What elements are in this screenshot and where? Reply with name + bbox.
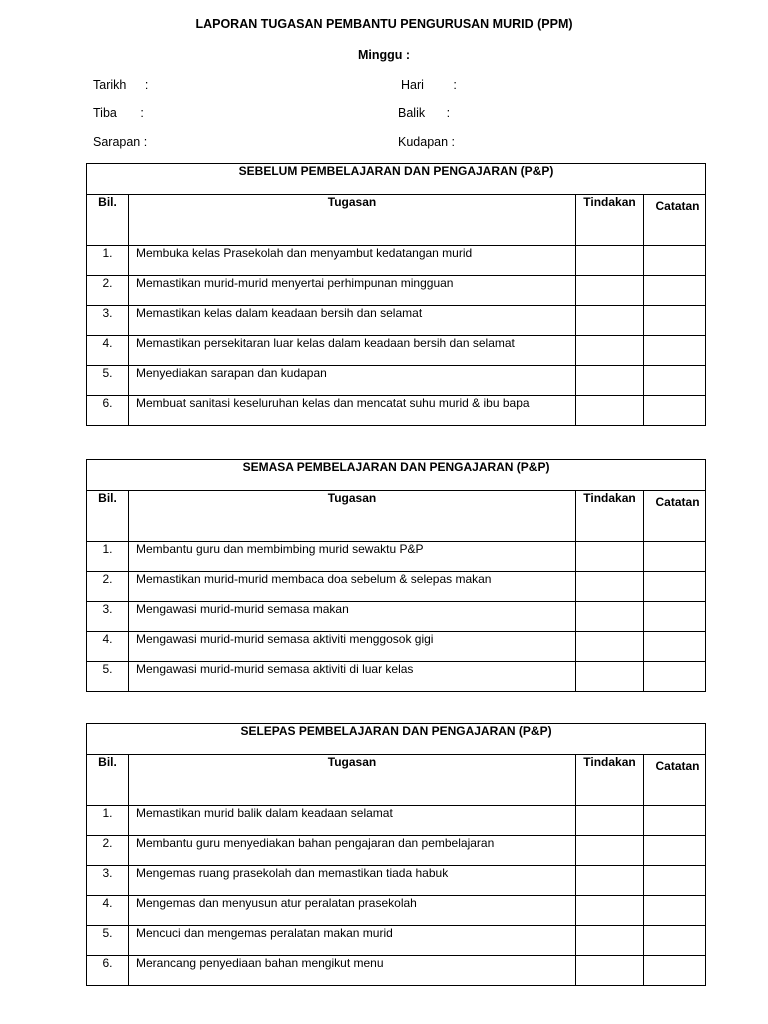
catatan-cell[interactable] bbox=[644, 602, 706, 632]
tiba-label: Tiba bbox=[93, 106, 117, 120]
table-row bbox=[87, 866, 706, 896]
selepas-section-table bbox=[86, 723, 706, 986]
catatan-cell[interactable] bbox=[644, 276, 706, 306]
catatan-cell[interactable] bbox=[644, 956, 706, 986]
task-text: Mengemas dan menyusun atur peralatan prasekolah bbox=[129, 896, 576, 926]
task-text: Mengawasi murid-murid semasa aktiviti di luar kelas bbox=[129, 662, 576, 692]
catatan-cell[interactable] bbox=[644, 806, 706, 836]
catatan-cell[interactable] bbox=[644, 336, 706, 366]
tindakan-cell[interactable] bbox=[576, 836, 644, 866]
kudapan-label: Kudapan : bbox=[398, 135, 455, 149]
table-row bbox=[87, 336, 706, 366]
row-number: 6. bbox=[87, 396, 129, 426]
task-text: Mengemas ruang prasekolah dan memastikan tiada habuk bbox=[129, 866, 576, 896]
catatan-cell[interactable] bbox=[644, 366, 706, 396]
tindakan-header: Tindakan bbox=[576, 755, 644, 806]
task-text: Mengawasi murid-murid semasa aktiviti menggosok gigi bbox=[129, 632, 576, 662]
tindakan-cell[interactable] bbox=[576, 806, 644, 836]
tindakan-cell[interactable] bbox=[576, 602, 644, 632]
table-row bbox=[87, 572, 706, 602]
row-number: 3. bbox=[87, 866, 129, 896]
tugasan-header: Tugasan bbox=[129, 491, 576, 542]
sebelum-section-table bbox=[86, 163, 706, 426]
table-row bbox=[87, 836, 706, 866]
catatan-header: Catatan bbox=[644, 755, 706, 806]
tindakan-cell[interactable] bbox=[576, 866, 644, 896]
table-row bbox=[87, 306, 706, 336]
table-row bbox=[87, 632, 706, 662]
table-row bbox=[87, 246, 706, 276]
task-text: Memastikan murid-murid membaca doa sebelum & selepas makan bbox=[129, 572, 576, 602]
sarapan-field bbox=[93, 135, 147, 149]
row-number: 3. bbox=[87, 602, 129, 632]
row-number: 4. bbox=[87, 336, 129, 366]
task-text: Membuka kelas Prasekolah dan menyambut kedatangan murid bbox=[129, 246, 576, 276]
section-title: SEMASA PEMBELAJARAN DAN PENGAJARAN (P&P) bbox=[87, 460, 706, 491]
table-row bbox=[87, 542, 706, 572]
table-row bbox=[87, 276, 706, 306]
table-row bbox=[87, 806, 706, 836]
catatan-cell[interactable] bbox=[644, 836, 706, 866]
balik-label: Balik bbox=[398, 106, 426, 120]
row-number: 5. bbox=[87, 366, 129, 396]
tindakan-cell[interactable] bbox=[576, 246, 644, 276]
table-row bbox=[87, 896, 706, 926]
row-number: 6. bbox=[87, 956, 129, 986]
catatan-cell[interactable] bbox=[644, 542, 706, 572]
tarikh-field bbox=[93, 78, 148, 92]
row-number: 3. bbox=[87, 306, 129, 336]
section-title: SELEPAS PEMBELAJARAN DAN PENGAJARAN (P&P) bbox=[87, 724, 706, 755]
tindakan-cell[interactable] bbox=[576, 896, 644, 926]
page-title: LAPORAN TUGASAN PEMBANTU PENGURUSAN MURID (PPM) bbox=[195, 17, 573, 31]
semasa-section-table bbox=[86, 459, 706, 692]
row-number: 5. bbox=[87, 662, 129, 692]
balik-colon: : bbox=[446, 106, 451, 120]
table-row bbox=[87, 956, 706, 986]
tindakan-cell[interactable] bbox=[576, 956, 644, 986]
task-text: Membantu guru dan membimbing murid sewaktu P&P bbox=[129, 542, 576, 572]
task-text: Mencuci dan mengemas peralatan makan murid bbox=[129, 926, 576, 956]
task-text: Mengawasi murid-murid semasa makan bbox=[129, 602, 576, 632]
tindakan-cell[interactable] bbox=[576, 542, 644, 572]
tindakan-cell[interactable] bbox=[576, 396, 644, 426]
row-number: 4. bbox=[87, 632, 129, 662]
row-number: 5. bbox=[87, 926, 129, 956]
tindakan-cell[interactable] bbox=[576, 336, 644, 366]
hari-colon: : bbox=[453, 78, 457, 92]
catatan-header: Catatan bbox=[644, 195, 706, 246]
row-number: 1. bbox=[87, 246, 129, 276]
tugasan-header: Tugasan bbox=[129, 755, 576, 806]
tindakan-cell[interactable] bbox=[576, 572, 644, 602]
bil-header: Bil. bbox=[87, 755, 129, 806]
tiba-colon: : bbox=[140, 106, 144, 120]
bil-header: Bil. bbox=[87, 491, 129, 542]
task-text: Memastikan murid balik dalam keadaan selamat bbox=[129, 806, 576, 836]
catatan-cell[interactable] bbox=[644, 926, 706, 956]
tindakan-cell[interactable] bbox=[576, 366, 644, 396]
task-text: Memastikan murid-murid menyertai perhimpunan mingguan bbox=[129, 276, 576, 306]
catatan-cell[interactable] bbox=[644, 306, 706, 336]
catatan-cell[interactable] bbox=[644, 896, 706, 926]
tindakan-cell[interactable] bbox=[576, 306, 644, 336]
tindakan-cell[interactable] bbox=[576, 632, 644, 662]
minggu-label: Minggu : bbox=[357, 48, 411, 62]
tarikh-colon: : bbox=[144, 78, 149, 92]
table-row bbox=[87, 396, 706, 426]
bil-header: Bil. bbox=[87, 195, 129, 246]
task-text: Memastikan persekitaran luar kelas dalam keadaan bersih dan selamat bbox=[129, 336, 576, 366]
catatan-header: Catatan bbox=[644, 491, 706, 542]
tugasan-header: Tugasan bbox=[129, 195, 576, 246]
catatan-cell[interactable] bbox=[644, 396, 706, 426]
task-text: Membantu guru menyediakan bahan pengajaran dan pembelajaran bbox=[129, 836, 576, 866]
kudapan-field bbox=[398, 135, 455, 149]
hari-field bbox=[401, 78, 457, 92]
table-row bbox=[87, 926, 706, 956]
balik-field bbox=[398, 106, 450, 120]
tindakan-cell[interactable] bbox=[576, 276, 644, 306]
sarapan-label: Sarapan : bbox=[93, 135, 148, 149]
catatan-cell[interactable] bbox=[644, 866, 706, 896]
task-text: Menyediakan sarapan dan kudapan bbox=[129, 366, 576, 396]
row-number: 2. bbox=[87, 276, 129, 306]
task-text: Merancang penyediaan bahan mengikut menu bbox=[129, 956, 576, 986]
tindakan-cell[interactable] bbox=[576, 662, 644, 692]
table-row bbox=[87, 366, 706, 396]
catatan-cell[interactable] bbox=[644, 246, 706, 276]
tarikh-label: Tarikh bbox=[93, 78, 127, 92]
table-row bbox=[87, 662, 706, 692]
catatan-cell[interactable] bbox=[644, 662, 706, 692]
tindakan-cell[interactable] bbox=[576, 926, 644, 956]
section-title: SEBELUM PEMBELAJARAN DAN PENGAJARAN (P&P) bbox=[87, 164, 706, 195]
row-number: 4. bbox=[87, 896, 129, 926]
row-number: 2. bbox=[87, 836, 129, 866]
row-number: 2. bbox=[87, 572, 129, 602]
tindakan-header: Tindakan bbox=[576, 195, 644, 246]
table-row bbox=[87, 602, 706, 632]
task-text: Memastikan kelas dalam keadaan bersih dan selamat bbox=[129, 306, 576, 336]
row-number: 1. bbox=[87, 542, 129, 572]
task-text: Membuat sanitasi keseluruhan kelas dan mencatat suhu murid & ibu bapa bbox=[129, 396, 576, 426]
hari-label: Hari bbox=[401, 78, 424, 92]
catatan-cell[interactable] bbox=[644, 632, 706, 662]
catatan-cell[interactable] bbox=[644, 572, 706, 602]
row-number: 1. bbox=[87, 806, 129, 836]
tindakan-header: Tindakan bbox=[576, 491, 644, 542]
tiba-field bbox=[93, 106, 144, 120]
